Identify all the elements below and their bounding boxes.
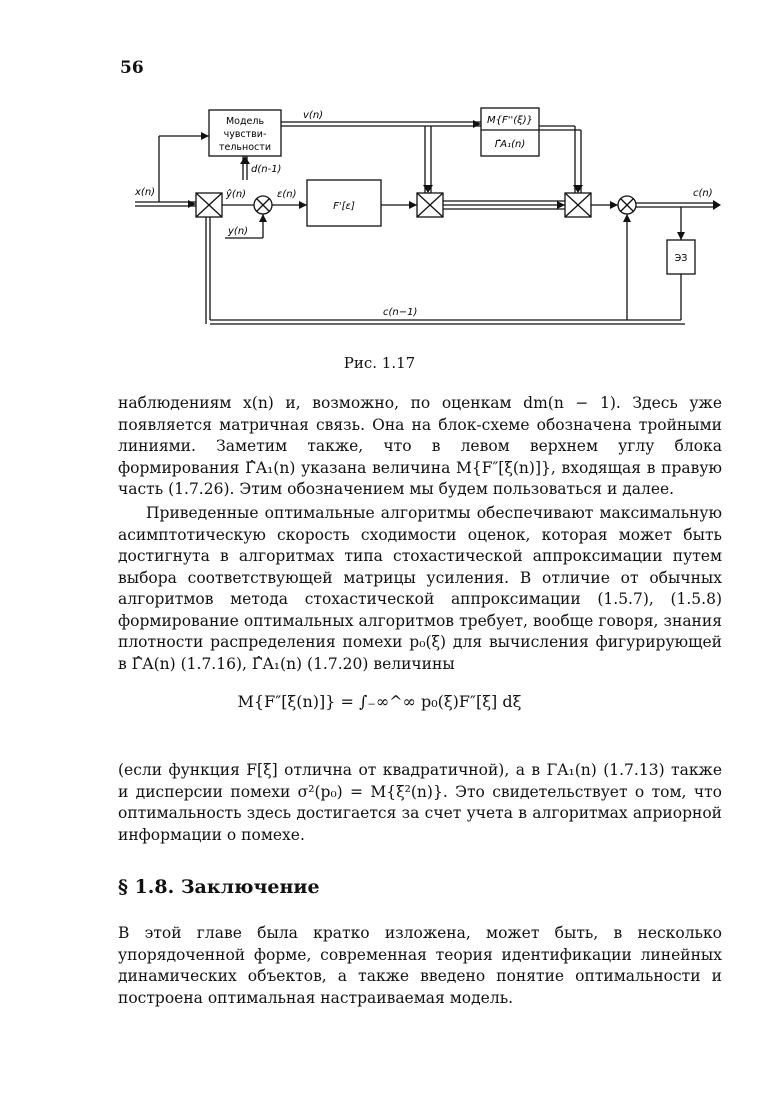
label-d-n1: d(n-1) — [251, 164, 282, 175]
label-c-n1: c(n−1) — [383, 307, 418, 318]
model-box-line-2: чувстви- — [223, 129, 267, 140]
label-v-n: v(n) — [303, 110, 324, 121]
section-heading: § 1.8. Заключение — [118, 876, 320, 898]
figure-caption: Рис. 1.17 — [343, 354, 416, 372]
label-c-n: c(n) — [693, 188, 713, 199]
paragraph-4 — [118, 923, 722, 1009]
label-eps-n: ε(n) — [277, 189, 297, 200]
block-diagram — [125, 100, 725, 335]
paragraph-3 — [118, 760, 722, 846]
label-x-n: x(n) — [135, 187, 156, 198]
paragraph-4-text: В этой главе была кратко изложена, может быть, в несколько упорядоченной форме, современная теория идентификации линейных динамических объектов, а также введено понятие оптимальности и построена оптимальная настраиваемая модель. — [118, 924, 722, 1007]
label-top-right-2: Γ̂A₁(n) — [494, 139, 526, 150]
label-ee: ЭЗ — [674, 253, 688, 264]
label-y-n: y(n) — [228, 226, 249, 237]
page-number: 56 — [120, 58, 144, 78]
label-y-hat-n: ŷ(n) — [226, 189, 247, 200]
paragraph-1-text: наблюдениям x(n) и, возможно, по оценкам dm(n − 1). Здесь уже появляется матричная связь. Она на блок-схеме обозначена тройными линиями. Заметим также, что в левом верхнем углу блока формирования Γ̂A₁(n) указана величина M{F″[ξ(n)]}, входящая в правую часть (1.7.26). Этим обозначением мы будем пользоваться и далее. — [118, 394, 722, 498]
paragraph-1 — [118, 393, 722, 501]
label-f-box: F'[ε] — [333, 201, 355, 212]
label-top-right-1: M{F''(ξ)} — [487, 115, 533, 126]
formula: M{F″[ξ(n)]} = ∫₋∞^∞ p₀(ξ)F″[ξ] dξ — [237, 692, 522, 711]
paragraph-3-text: (если функция F[ξ] отлична от квадратичной), а в ΓA₁(n) (1.7.13) также и дисперсии помехи σ²(p₀) = M{ξ²(n)}. Это свидетельствует о том, что оптимальность здесь достигается за счет учета в алгоритмах априорной информации о помехе. — [118, 761, 722, 844]
model-box-line-1: Модель — [225, 116, 265, 127]
paragraph-2-text: Приведенные оптимальные алгоритмы обеспечивают максимальную асимптотическую скорость сходимости оценок, которая может быть достигнута в алгоритмах типа стохастической аппроксимации путем выбора соответствующей матрицы усиления. В отличие от обычных алгоритмов метода стохастической аппроксимации (1.5.7), (1.5.8) формирование оптимальных алгоритмов требует, вообще говоря, знания плотности распределения помехи p₀(ξ) для вычисления фигурирующей в Γ̂A(n) (1.7.16), Γ̂A₁(n) (1.7.20) величины — [118, 504, 722, 673]
paragraph-2 — [118, 503, 722, 675]
model-box-line-3: тельности — [218, 142, 272, 153]
